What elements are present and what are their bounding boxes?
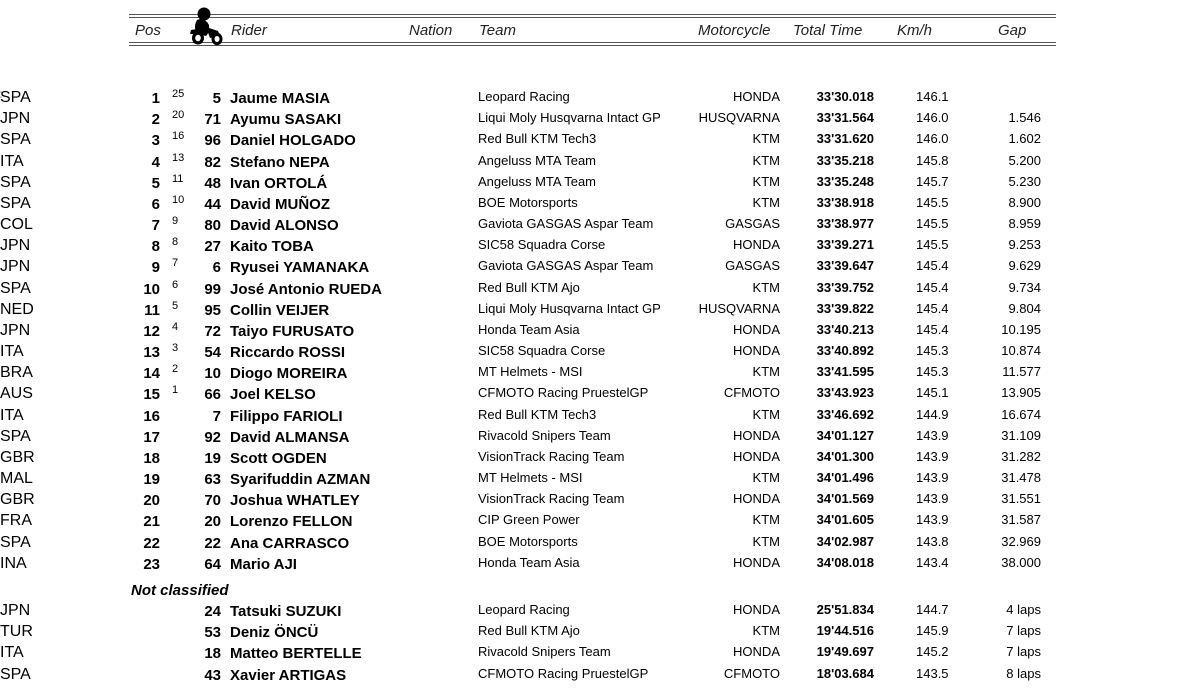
team-name: CFMOTO Racing PruestelGP — [478, 385, 649, 401]
total-time: 25'51.834 — [816, 602, 874, 617]
total-time: 33'38.977 — [816, 216, 874, 232]
points-earned: 1 — [172, 384, 179, 397]
average-speed: 143.9 — [916, 448, 949, 464]
team-name: CFMOTO Racing PruestelGP — [478, 665, 649, 681]
nation-code: SPA — [0, 427, 31, 445]
rider-name: Kaito TOBA — [230, 238, 314, 256]
points-earned: 20 — [172, 109, 185, 122]
total-time: 34'08.018 — [816, 554, 874, 570]
total-time: 34'02.987 — [816, 533, 874, 549]
position-number: 17 — [143, 428, 160, 446]
total-time: 33'31.620 — [816, 131, 874, 147]
motorcycle-make: HONDA — [733, 602, 780, 617]
motorcycle-rider-icon — [188, 5, 226, 47]
gap-to-leader: 38.000 — [1001, 554, 1041, 570]
average-speed: 145.4 — [916, 321, 949, 337]
rider-name: Mario AJI — [230, 555, 297, 573]
average-speed: 143.9 — [916, 491, 949, 507]
team-name: Honda Team Asia — [478, 554, 580, 570]
points-earned: 3 — [172, 342, 179, 355]
rider-number: 20 — [204, 513, 221, 531]
average-speed: 146.0 — [916, 131, 949, 147]
points-earned: 7 — [172, 257, 179, 270]
rider-name: Diogo MOREIRA — [230, 365, 348, 383]
gap-to-leader: 10.195 — [1001, 321, 1041, 337]
gap-to-leader: 9.253 — [1008, 237, 1041, 253]
gap-to-leader: 5.200 — [1008, 152, 1041, 168]
rider-number: 70 — [204, 492, 221, 510]
average-speed: 144.9 — [916, 406, 949, 422]
rider-name: Joel KELSO — [230, 386, 316, 404]
table-row — [0, 237, 1200, 258]
average-speed: 145.5 — [916, 237, 949, 253]
position-number: 19 — [143, 471, 160, 489]
position-number: 8 — [151, 238, 160, 256]
nation-code: MAL — [0, 470, 33, 488]
nation-code: ITA — [0, 343, 24, 361]
table-row — [0, 195, 1200, 216]
header-kmh: Km/h — [897, 22, 933, 39]
rider-number: 71 — [204, 111, 221, 129]
nation-code: SPA — [0, 279, 31, 297]
motorcycle-make: KTM — [752, 533, 780, 549]
motorcycle-make: HONDA — [733, 89, 780, 104]
team-name: Liqui Moly Husqvarna Intact GP — [478, 110, 661, 126]
table-row — [0, 174, 1200, 195]
rider-name: Deniz ÖNCÜ — [230, 624, 319, 642]
rider-name: Riccardo ROSSI — [230, 344, 346, 362]
average-speed: 143.9 — [916, 427, 949, 443]
motorcycle-make: HONDA — [733, 237, 780, 253]
gap-to-leader: 9.804 — [1008, 300, 1041, 316]
header-rule-bottom-2 — [129, 45, 1056, 46]
nation-code: INA — [0, 554, 27, 572]
nation-code: ITA — [0, 644, 24, 662]
gap-to-leader: 9.734 — [1008, 279, 1041, 295]
team-name: Leopard Racing — [478, 602, 570, 617]
total-time: 19'44.516 — [816, 623, 874, 639]
position-number: 10 — [143, 280, 160, 298]
team-name: SIC58 Squadra Corse — [478, 343, 606, 359]
motorcycle-make: CFMOTO — [723, 385, 780, 401]
table-row — [0, 428, 1200, 449]
average-speed: 145.2 — [916, 644, 949, 660]
gap-to-leader: 5.230 — [1008, 173, 1041, 189]
motorcycle-make: GASGAS — [725, 258, 780, 274]
average-speed: 145.3 — [916, 364, 949, 380]
rider-name: Daniel HOLGADO — [230, 132, 356, 150]
gap-to-leader: 32.969 — [1001, 533, 1041, 549]
rider-number: 44 — [204, 195, 221, 213]
table-row — [0, 407, 1200, 428]
position-number: 12 — [143, 322, 160, 340]
header-rule-top-1 — [129, 14, 1056, 15]
rider-number: 53 — [204, 624, 221, 642]
points-earned: 8 — [172, 236, 179, 249]
total-time: 34'01.127 — [816, 427, 874, 443]
nation-code: ITA — [0, 152, 24, 170]
total-time: 34'01.300 — [816, 448, 874, 464]
points-earned: 6 — [172, 278, 179, 291]
average-speed: 144.7 — [916, 602, 949, 617]
average-speed: 145.5 — [916, 194, 949, 210]
rider-name: Scott OGDEN — [230, 449, 327, 467]
motorcycle-make: KTM — [752, 194, 780, 210]
rider-number: 48 — [204, 174, 221, 192]
average-speed: 143.8 — [916, 533, 949, 549]
team-name: SIC58 Squadra Corse — [478, 237, 606, 253]
gap-to-leader: 31.478 — [1001, 470, 1041, 486]
position-number: 1 — [151, 90, 160, 107]
nation-code: JPN — [0, 602, 31, 619]
table-row — [0, 623, 1200, 644]
rider-number: 64 — [204, 555, 221, 573]
nation-code: GBR — [0, 448, 35, 466]
rider-number: 63 — [204, 471, 221, 489]
points-earned: 16 — [172, 130, 185, 143]
total-time: 19'49.697 — [816, 644, 874, 660]
rider-number: 82 — [204, 153, 221, 171]
total-time: 33'40.213 — [816, 321, 874, 337]
position-number: 6 — [151, 195, 160, 213]
rider-number: 43 — [204, 666, 221, 684]
points-earned: 13 — [172, 151, 185, 164]
table-row — [0, 555, 1200, 576]
header-motorcycle: Motorcycle — [698, 22, 771, 39]
gap-to-leader: 31.587 — [1001, 512, 1041, 528]
gap-to-leader: 11.577 — [1002, 364, 1041, 380]
total-time: 33'35.218 — [816, 152, 874, 168]
points-earned: 9 — [172, 215, 179, 228]
rider-name: Ana CARRASCO — [230, 534, 350, 552]
rider-name: Tatsuki SUZUKI — [230, 603, 342, 620]
team-name: Liqui Moly Husqvarna Intact GP — [478, 300, 661, 316]
average-speed: 145.4 — [916, 279, 949, 295]
team-name: VisionTrack Racing Team — [478, 491, 625, 507]
motorcycle-make: GASGAS — [725, 216, 780, 232]
position-number: 15 — [143, 386, 160, 404]
nation-code: TUR — [0, 623, 33, 641]
nation-code: NED — [0, 300, 34, 318]
motorcycle-make: HONDA — [733, 491, 780, 507]
header-rider: Rider — [231, 22, 267, 39]
points-earned: 5 — [172, 299, 179, 312]
position-number: 5 — [151, 174, 160, 192]
motorcycle-make: HONDA — [733, 554, 780, 570]
nation-code: SPA — [0, 194, 31, 212]
team-name: Red Bull KTM Ajo — [478, 623, 580, 639]
total-time: 34'01.605 — [816, 512, 874, 528]
nation-code: SPA — [0, 173, 31, 191]
team-name: Red Bull KTM Ajo — [478, 279, 580, 295]
header-team: Team — [479, 22, 516, 39]
team-name: CIP Green Power — [478, 512, 580, 528]
total-time: 33'43.923 — [816, 385, 874, 401]
rider-number: 95 — [204, 301, 221, 319]
header-pos: Pos — [135, 22, 161, 39]
total-time: 34'01.496 — [816, 470, 874, 486]
motorcycle-make: HONDA — [733, 343, 780, 359]
total-time: 33'41.595 — [816, 364, 874, 380]
header-total-time: Total Time — [793, 22, 863, 39]
motorcycle-make: KTM — [752, 173, 780, 189]
nation-code: JPN — [0, 237, 31, 255]
rider-number: 92 — [204, 428, 221, 446]
rider-name: David ALMANSA — [230, 428, 350, 446]
gap-to-leader: 1.602 — [1008, 131, 1041, 147]
gap-to-leader: 9.629 — [1008, 258, 1041, 274]
rider-number: 66 — [204, 386, 221, 404]
motorcycle-make: KTM — [752, 512, 780, 528]
nation-code: COL — [0, 216, 33, 234]
position-number: 16 — [143, 407, 160, 425]
motorcycle-make: KTM — [752, 152, 780, 168]
gap-to-leader: 8.959 — [1008, 216, 1041, 232]
header-rule-top-2 — [129, 17, 1056, 18]
nation-code: GBR — [0, 491, 35, 509]
gap-to-leader: 16.674 — [1001, 406, 1041, 422]
rider-name: Filippo FARIOLI — [230, 407, 343, 425]
team-name: Angeluss MTA Team — [478, 152, 597, 168]
rider-name: Matteo BERTELLE — [230, 645, 362, 663]
total-time: 33'40.892 — [816, 343, 874, 359]
motorcycle-make: KTM — [752, 470, 780, 486]
rider-number: 10 — [204, 365, 221, 383]
team-name: Leopard Racing — [478, 89, 570, 104]
rider-name: Ivan ORTOLÁ — [230, 174, 328, 192]
team-name: Honda Team Asia — [478, 321, 580, 337]
position-number: 14 — [143, 365, 160, 383]
table-row — [0, 216, 1200, 237]
total-time: 33'38.918 — [816, 194, 874, 210]
position-number: 13 — [143, 344, 160, 362]
rider-number: 22 — [204, 534, 221, 552]
rider-name: Jaume MASIA — [230, 90, 331, 107]
rider-name: Collin VEIJER — [230, 301, 330, 319]
gap-to-leader: 10.874 — [1001, 343, 1041, 359]
nation-code: JPN — [0, 258, 31, 276]
gap-to-leader: 4 laps — [1006, 602, 1041, 617]
average-speed: 146.1 — [916, 89, 949, 104]
average-speed: 143.5 — [916, 665, 949, 681]
points-earned: 4 — [172, 320, 179, 333]
rider-name: Xavier ARTIGAS — [230, 666, 347, 684]
total-time: 18'03.684 — [816, 665, 874, 681]
team-name: Rivacold Snipers Team — [478, 427, 611, 443]
table-row — [0, 153, 1200, 174]
nation-code: SPA — [0, 665, 31, 683]
table-row — [0, 491, 1200, 512]
team-name: MT Helmets - MSI — [478, 470, 583, 486]
nation-code: SPA — [0, 89, 31, 106]
position-number: 20 — [143, 492, 160, 510]
motorcycle-make: KTM — [752, 623, 780, 639]
rider-number: 96 — [204, 132, 221, 150]
team-name: MT Helmets - MSI — [478, 364, 583, 380]
rider-name: Stefano NEPA — [230, 153, 330, 171]
position-number: 11 — [144, 301, 160, 319]
gap-to-leader: 31.551 — [1001, 491, 1041, 507]
motorcycle-make: KTM — [752, 364, 780, 380]
average-speed: 145.4 — [916, 300, 949, 316]
total-time: 33'39.271 — [816, 237, 874, 253]
total-time: 33'46.692 — [816, 406, 874, 422]
motorcycle-make: HUSQVARNA — [698, 110, 780, 126]
nation-code: BRA — [0, 364, 33, 382]
position-number: 23 — [143, 555, 160, 573]
rider-number: 24 — [204, 603, 221, 620]
table-row — [0, 512, 1200, 533]
rider-number: 7 — [212, 407, 221, 425]
rider-number: 19 — [204, 449, 221, 467]
header-nation: Nation — [409, 22, 453, 39]
position-number: 21 — [143, 513, 160, 531]
gap-to-leader: 7 laps — [1006, 644, 1041, 660]
rider-name: Ryusei YAMANAKA — [230, 259, 370, 277]
position-number: 7 — [151, 217, 160, 235]
table-row — [0, 110, 1200, 131]
table-row — [0, 322, 1200, 343]
table-row — [0, 280, 1200, 301]
total-time: 33'39.752 — [816, 279, 874, 295]
average-speed: 145.3 — [916, 343, 949, 359]
motorcycle-make: KTM — [752, 131, 780, 147]
rider-number: 27 — [204, 238, 221, 256]
rider-number: 18 — [204, 645, 221, 663]
gap-to-leader: 7 laps — [1006, 623, 1041, 639]
gap-to-leader: 1.546 — [1008, 110, 1041, 126]
nation-code: JPN — [0, 110, 31, 128]
table-row — [0, 644, 1200, 665]
average-speed: 143.4 — [916, 554, 949, 570]
total-time: 34'01.569 — [816, 491, 874, 507]
motorcycle-make: KTM — [752, 279, 780, 295]
total-time: 33'39.822 — [816, 300, 874, 316]
rider-name: David ALONSO — [230, 217, 339, 235]
average-speed: 146.0 — [916, 110, 949, 126]
points-earned: 10 — [172, 193, 185, 206]
total-time: 33'31.564 — [816, 110, 874, 126]
motorcycle-make: HONDA — [733, 321, 780, 337]
gap-to-leader: 8.900 — [1008, 194, 1041, 210]
header-rule-bottom-1 — [129, 42, 1056, 43]
rider-name: Taiyo FURUSATO — [230, 322, 355, 340]
header-gap: Gap — [998, 22, 1027, 39]
rider-number: 72 — [204, 322, 221, 340]
rider-name: Joshua WHATLEY — [230, 492, 360, 510]
points-earned: 25 — [172, 88, 185, 100]
motorcycle-make: HUSQVARNA — [698, 300, 780, 316]
table-row — [0, 602, 1200, 623]
average-speed: 145.8 — [916, 152, 949, 168]
team-name: BOE Motorsports — [478, 194, 578, 210]
table-row — [0, 449, 1200, 470]
nation-code: SPA — [0, 131, 31, 149]
nation-code: AUS — [0, 385, 33, 403]
points-earned: 2 — [172, 363, 179, 376]
table-row — [0, 131, 1200, 152]
total-time: 33'30.018 — [816, 89, 874, 104]
table-row — [0, 470, 1200, 491]
points-earned: 11 — [172, 172, 184, 185]
not-classified-heading: Not classified — [131, 582, 229, 599]
motorcycle-make: HONDA — [733, 448, 780, 464]
motorcycle-make: KTM — [752, 406, 780, 422]
rider-number: 54 — [204, 344, 221, 362]
team-name: BOE Motorsports — [478, 533, 578, 549]
table-row — [0, 385, 1200, 406]
motorcycle-make: CFMOTO — [723, 665, 780, 681]
table-row — [0, 534, 1200, 555]
rider-number: 5 — [212, 90, 221, 107]
nation-code: ITA — [0, 406, 24, 424]
total-time: 33'35.248 — [816, 173, 874, 189]
table-row — [0, 343, 1200, 364]
average-speed: 145.1 — [916, 385, 949, 401]
average-speed: 145.5 — [916, 216, 949, 232]
team-name: Rivacold Snipers Team — [478, 644, 611, 660]
position-number: 22 — [143, 534, 160, 552]
nation-code: JPN — [0, 321, 31, 339]
table-row — [0, 364, 1200, 385]
average-speed: 143.9 — [916, 470, 949, 486]
average-speed: 145.7 — [916, 173, 949, 189]
gap-to-leader: 8 laps — [1006, 665, 1041, 681]
position-number: 18 — [143, 449, 160, 467]
table-row — [0, 301, 1200, 322]
average-speed: 145.9 — [916, 623, 949, 639]
total-time: 33'39.647 — [816, 258, 874, 274]
nation-code: SPA — [0, 533, 31, 551]
gap-to-leader: 13.905 — [1001, 385, 1041, 401]
rider-name: José Antonio RUEDA — [230, 280, 382, 298]
position-number: 2 — [151, 111, 160, 129]
position-number: 9 — [151, 259, 160, 277]
gap-to-leader: 31.109 — [1001, 427, 1041, 443]
position-number: 4 — [151, 153, 160, 171]
rider-name: Ayumu SASAKI — [230, 111, 342, 129]
table-row — [0, 666, 1200, 687]
rider-name: Lorenzo FELLON — [230, 513, 353, 531]
position-number: 3 — [151, 132, 160, 150]
table-row — [0, 258, 1200, 279]
rider-name: Syarifuddin AZMAN — [230, 471, 371, 489]
team-name: Gaviota GASGAS Aspar Team — [478, 216, 654, 232]
team-name: VisionTrack Racing Team — [478, 448, 625, 464]
rider-number: 6 — [212, 259, 221, 277]
team-name: Red Bull KTM Tech3 — [478, 131, 597, 147]
motorcycle-make: HONDA — [733, 644, 780, 660]
team-name: Red Bull KTM Tech3 — [478, 406, 597, 422]
team-name: Angeluss MTA Team — [478, 173, 597, 189]
table-row — [0, 89, 1200, 110]
team-name: Gaviota GASGAS Aspar Team — [478, 258, 654, 274]
average-speed: 145.4 — [916, 258, 949, 274]
average-speed: 143.9 — [916, 512, 949, 528]
rider-number: 99 — [204, 280, 221, 298]
gap-to-leader: 31.282 — [1001, 448, 1041, 464]
rider-number: 80 — [204, 217, 221, 235]
motorcycle-make: HONDA — [733, 427, 780, 443]
nation-code: FRA — [0, 512, 32, 530]
rider-name: David MUÑOZ — [230, 195, 331, 213]
